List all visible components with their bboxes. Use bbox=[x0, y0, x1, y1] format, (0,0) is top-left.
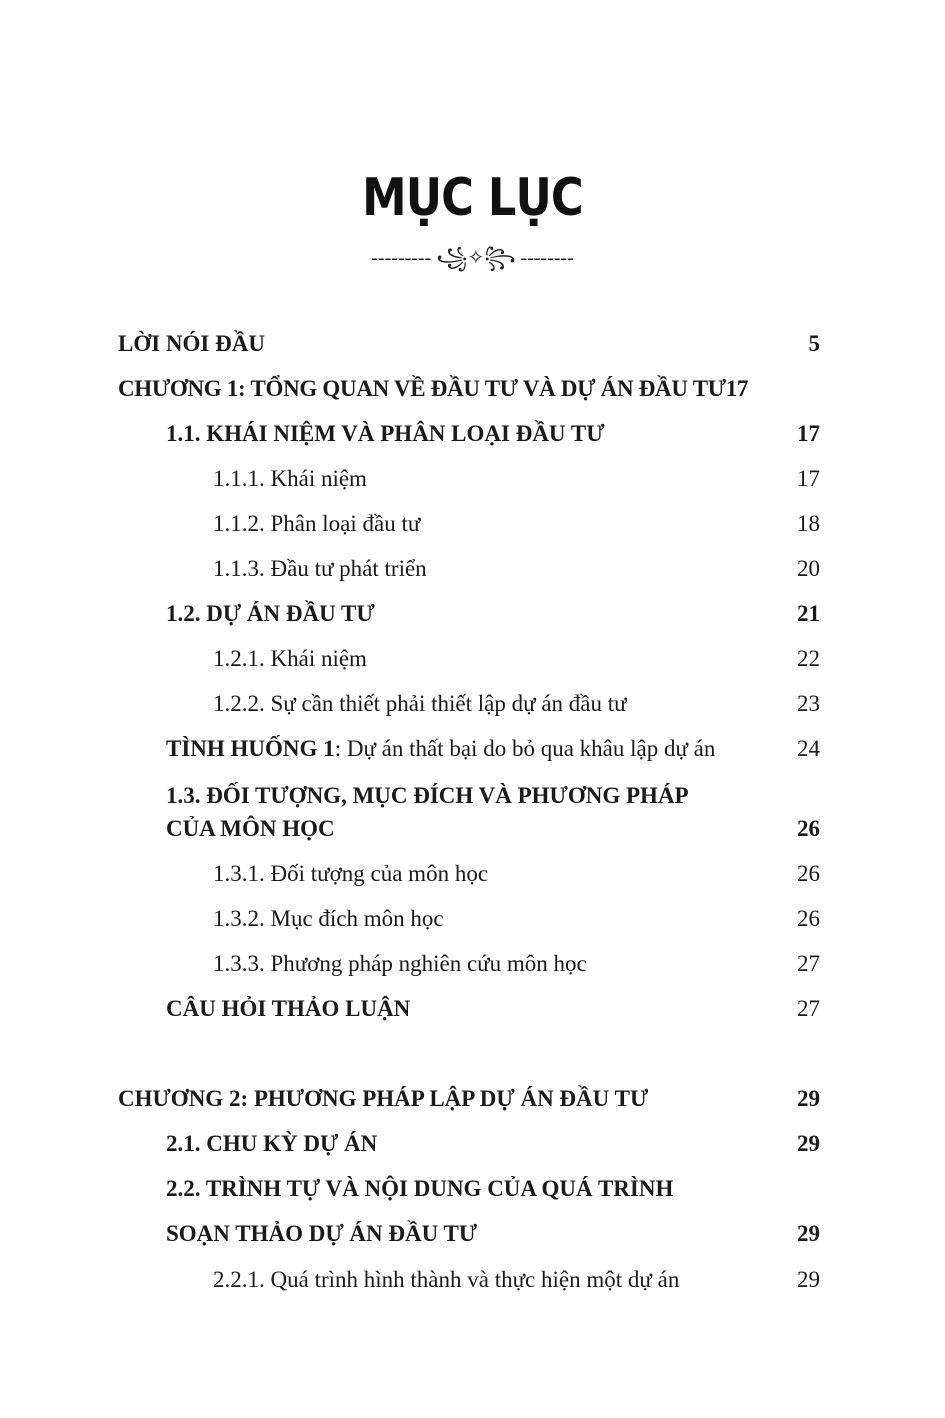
toc-label: CÂU HỎI THẢO LUẬN bbox=[166, 996, 411, 1021]
toc-page-number: 24 bbox=[797, 736, 820, 761]
toc-label bbox=[166, 732, 715, 765]
toc-label: 1.1. KHÁI NIỆM VÀ PHÂN LOẠI ĐẦU TƯ bbox=[166, 421, 605, 446]
toc-label-line1: 1.3. ĐỐI TƯỢNG, MỤC ĐÍCH VÀ PHƯƠNG PHÁP bbox=[166, 783, 689, 808]
toc-page-number: 21 bbox=[797, 601, 820, 626]
toc-label: 1.3.3. Phương pháp nghiên cứu môn học bbox=[213, 951, 587, 976]
toc-page-number: 29 bbox=[797, 1086, 820, 1111]
toc-label: 1.3.1. Đối tượng của môn học bbox=[213, 861, 489, 886]
toc-label: CHƯƠNG 1: TỔNG QUAN VỀ ĐẦU TƯ VÀ DỰ ÁN ĐẦU TƯ17 bbox=[118, 376, 749, 401]
toc-page-number: 27 bbox=[797, 996, 820, 1021]
toc-page-number: 17 bbox=[797, 421, 820, 446]
toc-page-number: 27 bbox=[797, 951, 820, 976]
toc-label: 1.1.1. Khái niệm bbox=[213, 466, 367, 491]
toc-label: 1.2.2. Sự cần thiết phải thiết lập dự án đầu tư bbox=[213, 691, 627, 716]
toc-page-number: 23 bbox=[797, 691, 820, 716]
toc-label: LỜI NÓI ĐẦU bbox=[118, 331, 265, 356]
toc-label-bold: TÌNH HUỐNG 1 bbox=[166, 736, 335, 761]
toc-page-number: 26 bbox=[797, 861, 820, 886]
toc-label-line1: 2.2. TRÌNH TỰ VÀ NỘI DUNG CỦA QUÁ TRÌNH bbox=[166, 1176, 674, 1201]
toc-label: 1.2. DỰ ÁN ĐẦU TƯ bbox=[166, 601, 375, 626]
title-ornament: --------- ꧁✧꧂ -------- bbox=[371, 247, 574, 269]
toc-page-number: 18 bbox=[797, 511, 820, 536]
toc-label: 2.1. CHU KỲ DỰ ÁN bbox=[166, 1131, 378, 1156]
toc-label: 2.2.1. Quá trình hình thành và thực hiện một dự án bbox=[213, 1267, 680, 1292]
toc-label-line2: SOẠN THẢO DỰ ÁN ĐẦU TƯ bbox=[166, 1221, 478, 1246]
toc-label-line2: CỦA MÔN HỌC bbox=[166, 816, 335, 841]
toc-label: 1.1.2. Phân loại đầu tư bbox=[213, 511, 421, 536]
toc-page-number: 26 bbox=[797, 906, 820, 931]
toc-page-number: 22 bbox=[797, 646, 820, 671]
toc-page-number: 29 bbox=[797, 1267, 820, 1292]
toc-page-number: 29 bbox=[797, 1131, 820, 1156]
toc-page-number: 29 bbox=[797, 1221, 820, 1246]
toc-page-number: 20 bbox=[797, 556, 820, 581]
toc-page-number: 17 bbox=[797, 466, 820, 491]
toc-label: 1.1.3. Đầu tư phát triển bbox=[213, 556, 427, 581]
page-title: MỤC LỤC bbox=[362, 168, 583, 228]
toc-label-rest: : Dự án thất bại do bỏ qua khâu lập dự án bbox=[334, 736, 716, 761]
toc-page-number: 5 bbox=[808, 331, 820, 356]
toc-label: CHƯƠNG 2: PHƯƠNG PHÁP LẬP DỰ ÁN ĐẦU TƯ bbox=[118, 1086, 649, 1111]
toc-page-number: 26 bbox=[797, 816, 820, 841]
toc-label: 1.3.2. Mục đích môn học bbox=[213, 906, 444, 931]
toc-label: 1.2.1. Khái niệm bbox=[213, 646, 367, 671]
